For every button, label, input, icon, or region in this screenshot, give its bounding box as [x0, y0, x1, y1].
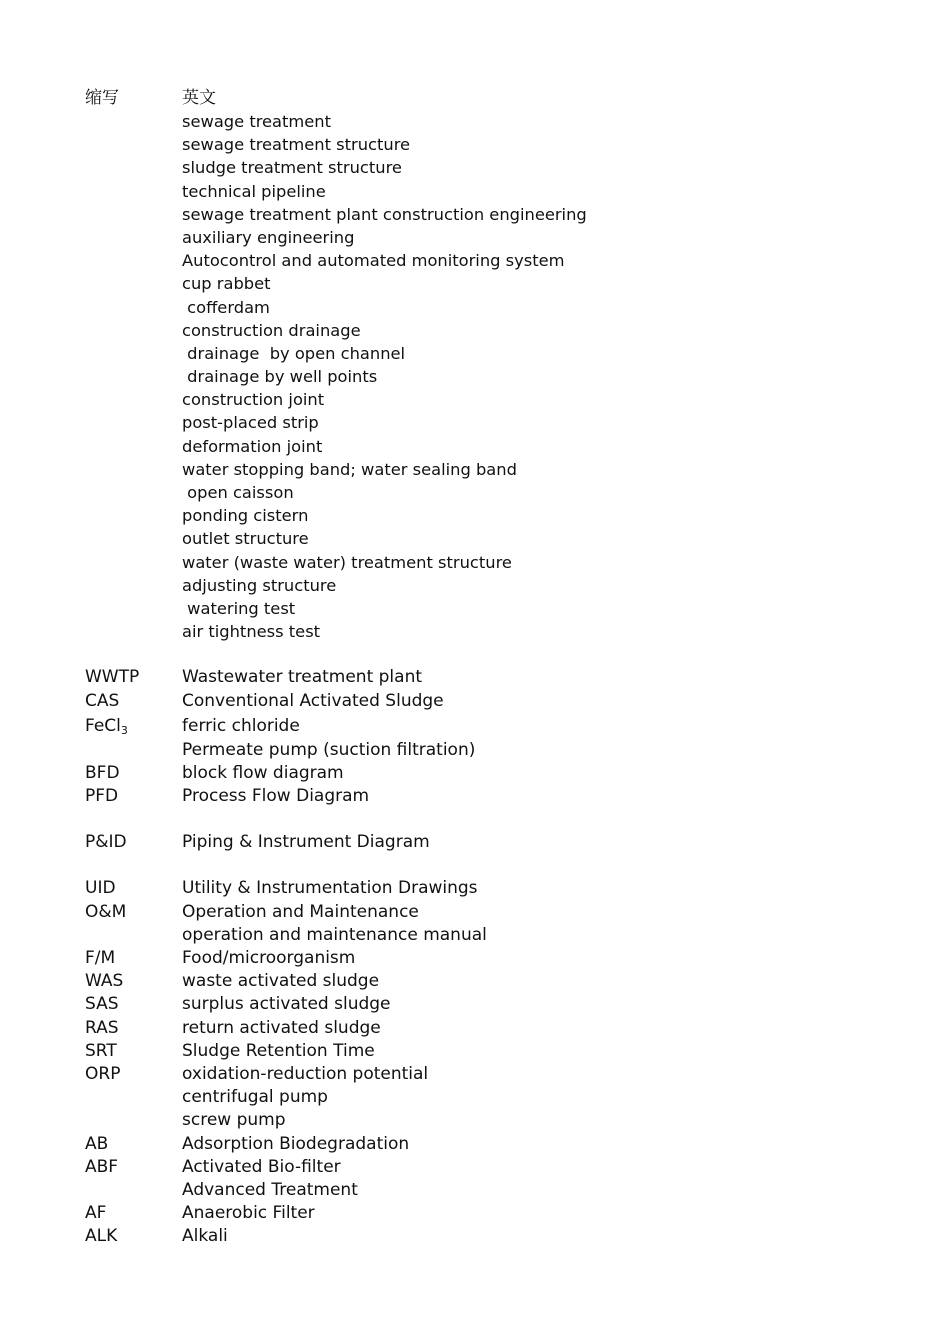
english-cell: Wastewater treatment plant: [182, 667, 423, 688]
abbreviation-cell: AF: [85, 1203, 107, 1224]
table-row: [85, 620, 865, 643]
table-row: [85, 1063, 865, 1086]
table-row: [85, 435, 865, 458]
english-cell: construction joint: [182, 390, 325, 410]
english-cell: block flow diagram: [182, 762, 344, 783]
abbreviation-cell: CAS: [85, 690, 120, 711]
english-cell: surplus activated sludge: [182, 994, 391, 1015]
english-cell: Sludge Retention Time: [182, 1040, 375, 1061]
english-cell: outlet structure: [182, 529, 309, 549]
english-cell: adjusting structure: [182, 575, 337, 595]
english-cell: Conventional Activated Sludge: [182, 690, 444, 711]
table-row: [85, 574, 865, 597]
english-cell: cup rabbet: [182, 274, 271, 294]
table-row: [85, 762, 865, 785]
table-row: [85, 1179, 865, 1202]
table-row: [85, 1086, 865, 1109]
abbreviation-cell: ALK: [85, 1226, 118, 1247]
table-row: [85, 666, 865, 689]
table-row: [85, 365, 865, 388]
english-cell: sludge treatment structure: [182, 158, 402, 178]
abbreviation-subscript: 3: [120, 723, 128, 737]
english-cell: auxiliary engineering: [182, 227, 355, 247]
abbreviation-cell: ABF: [85, 1156, 119, 1177]
english-cell: screw pump: [182, 1110, 286, 1131]
row-spacer: [85, 808, 865, 831]
english-cell: construction drainage: [182, 320, 361, 340]
english-cell: Autocontrol and automated monitoring system: [182, 251, 565, 271]
table-row: [85, 458, 865, 481]
header-english: 英文: [182, 88, 216, 108]
abbreviation-cell: P&ID: [85, 832, 127, 853]
table-row: [85, 110, 865, 133]
english-cell: centrifugal pump: [182, 1087, 328, 1108]
english-cell: water (waste water) treatment structure: [182, 552, 512, 572]
table-row: [85, 1202, 865, 1225]
english-cell: drainage by open channel: [182, 343, 406, 363]
table-row: [85, 342, 865, 365]
english-cell: ponding cistern: [182, 506, 309, 526]
english-cell: Anaerobic Filter: [182, 1203, 315, 1224]
english-cell: post-placed strip: [182, 413, 319, 433]
table-row: [85, 203, 865, 226]
english-cell: Food/microorganism: [182, 948, 356, 968]
glossary-table: [85, 86, 865, 1248]
english-cell: Operation and Maintenance: [182, 901, 419, 922]
table-row: [85, 1109, 865, 1132]
table-row: [85, 924, 865, 947]
table-row: [85, 713, 865, 739]
table-row: [85, 180, 865, 203]
english-cell: Activated Bio-filter: [182, 1156, 341, 1177]
english-cell: watering test: [182, 598, 296, 618]
english-cell: cofferdam: [182, 297, 270, 317]
abbreviation-main: FeCl: [85, 715, 121, 736]
english-cell: sewage treatment: [182, 112, 331, 131]
table-row: [85, 947, 865, 970]
abbreviation-cell: F/M: [85, 948, 116, 968]
table-row: [85, 504, 865, 527]
table-row: [85, 970, 865, 993]
table-row: [85, 226, 865, 249]
table-row: [85, 319, 865, 342]
table-row: [85, 272, 865, 295]
table-row: [85, 739, 865, 762]
table-header: [85, 86, 865, 110]
abbreviation-cell: SRT: [85, 1040, 117, 1061]
table-row: [85, 156, 865, 179]
table-row: [85, 831, 865, 854]
table-row: [85, 785, 865, 808]
english-cell: Permeate pump (suction filtration): [182, 739, 476, 760]
english-cell: sewage treatment plant construction engineering: [182, 204, 587, 224]
table-row: [85, 690, 865, 713]
abbreviation-cell: WWTP: [85, 667, 140, 688]
table-row: [85, 527, 865, 550]
abbreviation-cell: RAS: [85, 1017, 119, 1038]
abbreviation-cell: WAS: [85, 971, 124, 992]
table-row: [85, 249, 865, 272]
abbreviation-cell: AB: [85, 1133, 109, 1154]
row-spacer: [85, 643, 865, 666]
abbreviation-cell: [85, 713, 182, 739]
english-cell: Piping & Instrument Diagram: [182, 832, 430, 853]
english-cell: Utility & Instrumentation Drawings: [182, 878, 478, 899]
english-cell: deformation joint: [182, 436, 323, 456]
row-spacer: [85, 854, 865, 877]
table-row: [85, 133, 865, 156]
table-row: [85, 411, 865, 434]
table-row: [85, 1225, 865, 1248]
abbreviation-cell: SAS: [85, 994, 119, 1015]
table-row: [85, 877, 865, 900]
abbreviation-cell: BFD: [85, 762, 120, 783]
english-cell: water stopping band; water sealing band: [182, 459, 517, 479]
english-cell: drainage by well points: [182, 367, 378, 387]
english-cell: open caisson: [182, 483, 294, 502]
english-cell: Advanced Treatment: [182, 1179, 358, 1200]
table-row: [85, 296, 865, 319]
table-row: [85, 1017, 865, 1040]
english-cell: air tightness test: [182, 622, 321, 642]
english-cell: technical pipeline: [182, 181, 326, 201]
abbreviation-cell: UID: [85, 878, 116, 899]
english-cell: operation and maintenance manual: [182, 924, 487, 945]
english-cell: ferric chloride: [182, 715, 300, 736]
header-abbreviation: 缩写: [85, 88, 119, 108]
table-row: [85, 1040, 865, 1063]
table-row: [85, 1133, 865, 1156]
table-row: [85, 901, 865, 924]
english-cell: oxidation-reduction potential: [182, 1063, 429, 1084]
english-cell: return activated sludge: [182, 1017, 381, 1038]
table-row: [85, 388, 865, 411]
english-cell: sewage treatment structure: [182, 135, 411, 155]
english-cell: Process Flow Diagram: [182, 786, 370, 807]
table-row: [85, 993, 865, 1016]
english-cell: Adsorption Biodegradation: [182, 1133, 410, 1154]
table-row: [85, 597, 865, 620]
table-row: [85, 1156, 865, 1179]
table-row: [85, 481, 865, 504]
english-cell: waste activated sludge: [182, 971, 380, 992]
table-row: [85, 551, 865, 574]
english-cell: Alkali: [182, 1226, 228, 1247]
abbreviation-cell: ORP: [85, 1063, 121, 1084]
abbreviation-cell: PFD: [85, 786, 119, 807]
abbreviation-cell: O&M: [85, 901, 127, 922]
